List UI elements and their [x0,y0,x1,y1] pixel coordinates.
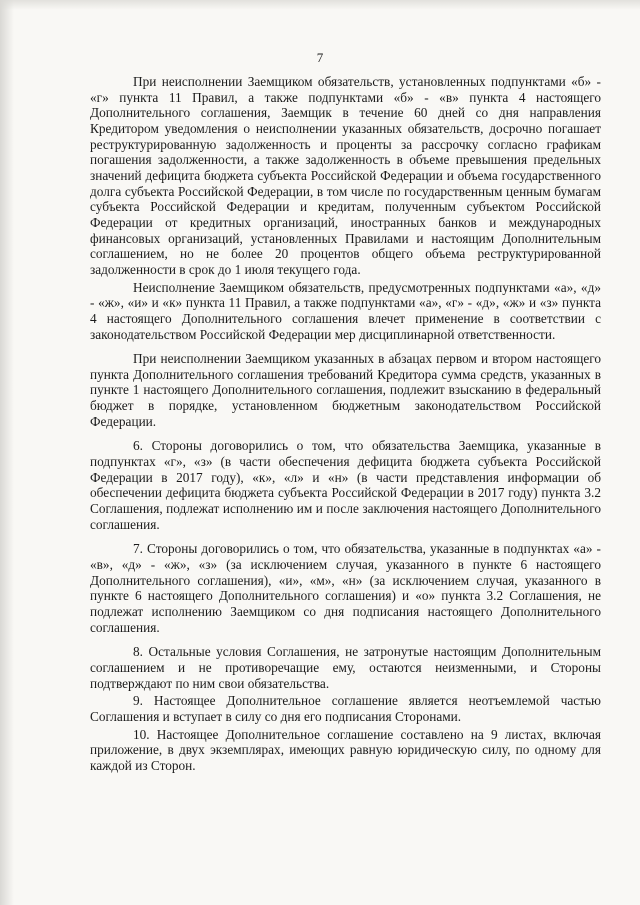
paragraph-clause-8: 8. Остальные условия Соглашения, не затронутые настоящим Дополнительным соглашением и не противоречащие ему, остаются неизменными, и Стороны подтверждают по ним свои обязательства. [90,644,601,691]
page-number: 7 [316,50,324,65]
document-body [90,74,601,774]
paragraph-disciplinary-liability: Неисполнение Заемщиком обязательств, предусмотренных подпунктами «а», «д» - «ж», «и» и «к» пункта 11 Правил, а также подпунктами «а», «г» - «д», «ж» и «з» пункта 4 настоящего Дополнительного соглашения влечет применение в соответствии с законодательством Российской Федерации мер дисциплинарной ответственности. [90,279,601,342]
paragraph-clause-6: 6. Стороны договорились о том, что обязательства Заемщика, указанные в подпунктах «г», «з» (в части обеспечения дефицита бюджета субъекта Российской Федерации в 2017 году), «к», «л» и «н» (в части представления информации об обеспечении дефицита бюджета субъекта Российской Федерации в 2017 году) пункта 3.2 Соглашения, подлежат исполнению им и после заключения настоящего Дополнительного соглашения. [90,438,601,532]
paragraph-clause-7: 7. Стороны договорились о том, что обязательства, указанные в подпунктах «а» - «в», «д» - «ж», «з» (за исключением случая, указанного в пункте 6 настоящего Дополнительного соглашения), «и», «м», «н» (за исключением случая, указанного в пункте 6 настоящего Дополнительного соглашения) и «о» пункта 3.2 Соглашения, не подлежат исполнению Заемщиком со дня подписания настоящего Дополнительного соглашения. [90,541,601,635]
paragraph-clause-9: 9. Настоящее Дополнительное соглашение является неотъемлемой частью Соглашения и вступает в силу со дня его подписания Сторонами. [90,693,601,724]
paragraph-nonfulfillment-repayment: При неисполнении Заемщиком обязательств, установленных подпунктами «б» - «г» пункта 11 Правил, а также подпунктами «б» - «в» пункта 4 настоящего Дополнительного соглашения, Заемщик в течение 60 дней со дня направления Кредитором уведомления о неисполнении указанных обязательств, досрочно погашает реструктурированную задолженность и проценты за рассрочку согласно графикам погашения задолженности, а также задолженность в объеме превышения предельных значений дефицита бюджета субъекта Российской Федерации и объема государственного долга субъекта Российской Федерации, в том числе по государственным ценным бумагам субъекта Российской Федерации и кредитам, полученным субъектом Российской Федерации от кредитных организаций, иностранных банков и международных финансовых организаций, установленных Правилами и настоящим Дополнительным соглашением, но не более 20 процентов общего объема реструктурированной задолженности в срок до 1 июля текущего года. [90,74,601,277]
paragraph-clause-10: 10. Настоящее Дополнительное соглашение составлено на 9 листах, включая приложение, в двух экземплярах, имеющих равную юридическую силу, по одному для каждой из Сторон. [90,726,601,773]
scan-top-edge [0,0,640,10]
scan-left-edge [0,0,14,905]
paragraph-federal-budget-recovery: При неисполнении Заемщиком указанных в абзацах первом и втором настоящего пункта Дополнительного соглашения требований Кредитора сумма средств, указанных в пункте 1 настоящего Дополнительного соглашения, подлежит взысканию в федеральный бюджет в порядке, установленном бюджетным законодательством Российской Федерации. [90,351,601,429]
